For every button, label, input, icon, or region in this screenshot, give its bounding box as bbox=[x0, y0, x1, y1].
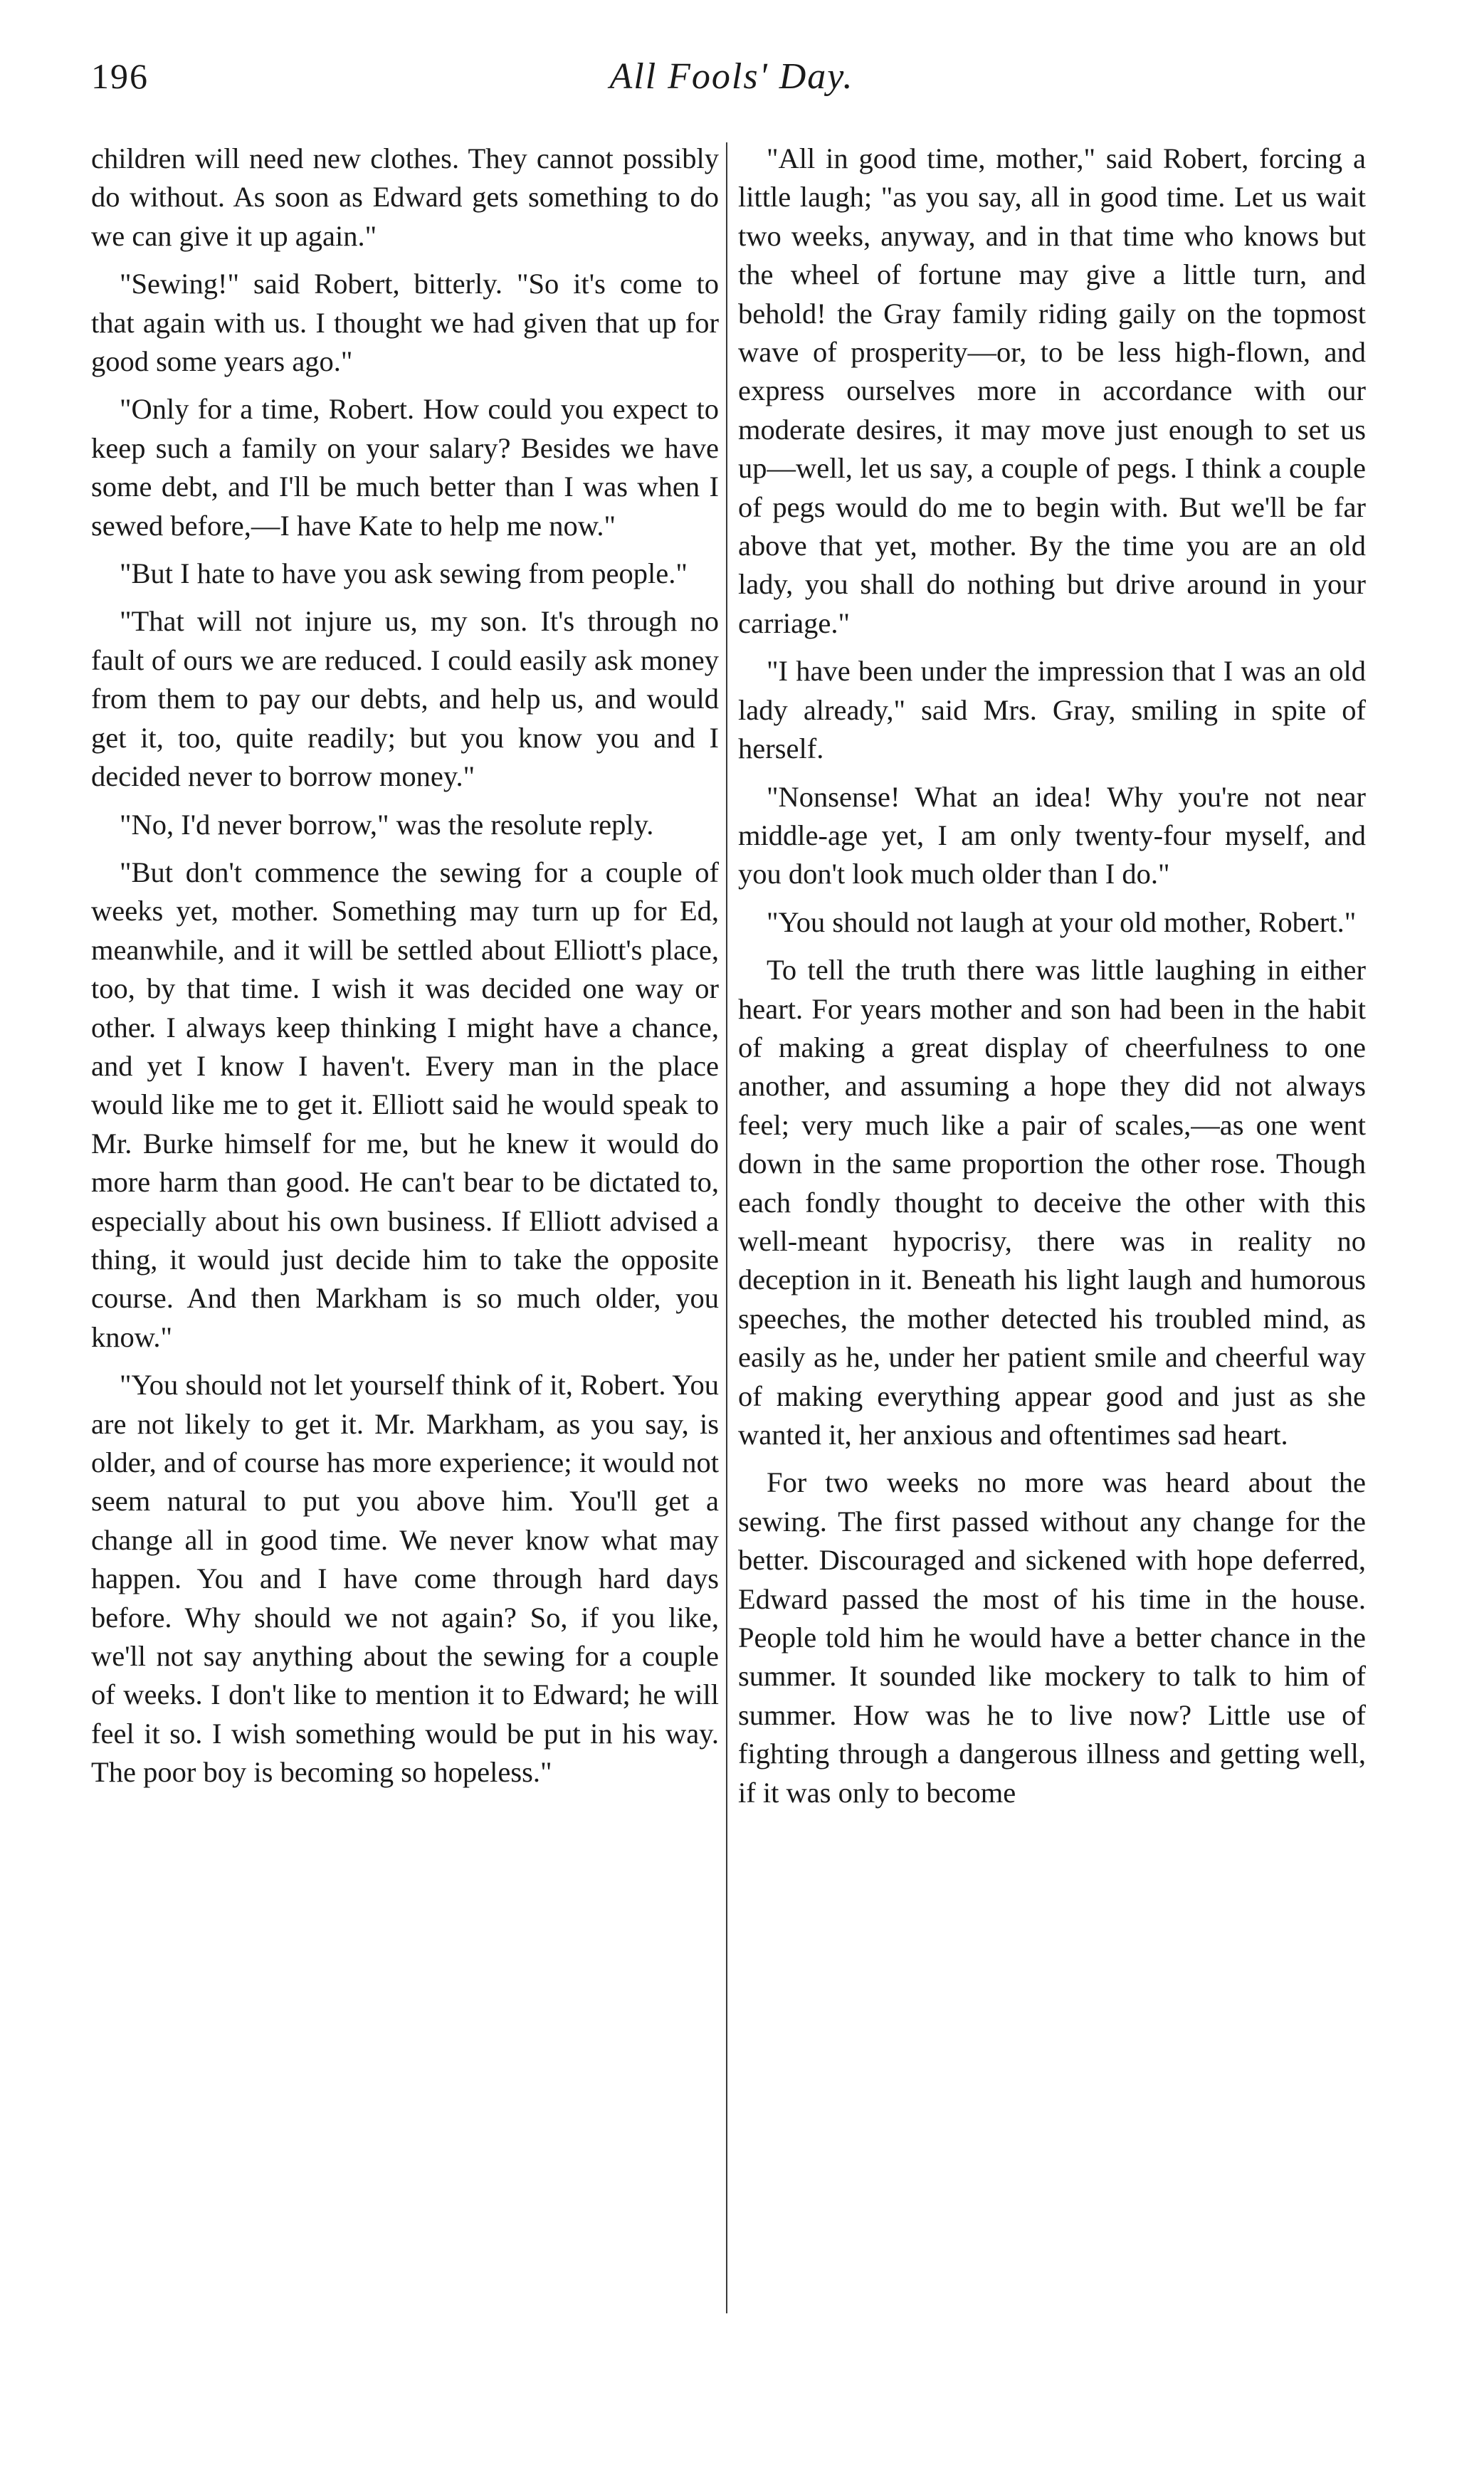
paragraph: For two weeks no more was heard about the sewing. The first passed without any change for the better. Discouraged and sickened with hope deferred, Edward passed the most of his time in the house. People told him he would have a better chance in the summer. It sounded like mockery to talk to him of summer. How was he to live now? Little use of fighting through a dangerous illness and getting well, if it was only to become bbox=[738, 1466, 1366, 1809]
paragraph: "All in good time, mother," said Robert, forcing a little laugh; "as you say, all in good time. Let us wait two weeks, anyway, and in that time who knows but the wheel of fortune may give a little turn, and behold! the Gray family riding gaily on the topmost wave of prosperity—or, to be less high-flown, and express ourselves more in accordance with our moderate desires, it may move just enough to set us up—well, let us say, a couple of pegs. I think a couple of pegs would do me to begin with. But we'll be far above that yet, mother. By the time you are an old lady, you shall do nothing but drive around in your carriage." bbox=[738, 142, 1366, 639]
paragraph: children will need new clothes. They cannot possibly do without. As soon as Edward gets something to do we can give it up again." bbox=[91, 142, 719, 252]
paragraph: "Sewing!" said Robert, bitterly. "So it's come to that again with us. I thought we had given that up for good some years ago." bbox=[91, 268, 719, 378]
left-column bbox=[91, 140, 719, 1802]
running-title: All Fools' Day. bbox=[609, 56, 854, 97]
column-divider bbox=[726, 142, 727, 2313]
paragraph: "Only for a time, Robert. How could you expect to keep such a family on your salary? Besides we have some debt, and I'll be much better than I was when I sewed before,—I have Kate to help me now." bbox=[91, 393, 719, 542]
paragraph: "That will not injure us, my son. It's through no fault of ours we are reduced. I could easily ask money from them to pay our debts, and help us, and would get it, too, quite readily; but you know you and I decided never to borrow money." bbox=[91, 605, 719, 793]
paragraph: To tell the truth there was little laughing in either heart. For years mother and son had been in the habit of making a great display of cheerfulness to one another, and assuming a hope they did not always feel; very much like a pair of scales,—as one went down in the same proportion the other rose. Though each fondly thought to deceive the other with this well-meant hypocrisy, there was in reality no deception in it. Beneath his light laugh and humorous speeches, the mother detected his troubled mind, as easily as he, under her patient smile and cheerful way of making everything appear good and just as she wanted it, her anxious and oftentimes sad heart. bbox=[738, 954, 1366, 1451]
paragraph: "No, I'd never borrow," was the resolute reply. bbox=[120, 808, 654, 841]
paragraph: "You should not laugh at your old mother, Robert." bbox=[767, 905, 1357, 938]
paragraph: "Nonsense! What an idea! Why you're not near middle-age yet, I am only twenty-four myself, and you don't look much older than I do." bbox=[738, 780, 1366, 890]
paragraph: "But I hate to have you ask sewing from people." bbox=[120, 557, 688, 590]
paragraph: "I have been under the impression that I was an old lady already," said Mrs. Gray, smiling in spite of herself. bbox=[738, 655, 1366, 765]
paragraph: "You should not let yourself think of it, Robert. You are not likely to get it. Mr. Markham, as you say, is older, and of course has more experience; it would not seem natural to put you above him. You'll get a change all in good time. We never know what may happen. You and I have come through hard days before. Why should we not again? So, if you like, we'll not say anything about the sewing for a couple of weeks. I don't like to mention it to Edward; he will feel it so. I wish something would be put in his way. The poor boy is becoming so hopeless." bbox=[91, 1369, 719, 1789]
page-header bbox=[91, 56, 1372, 112]
right-column bbox=[738, 140, 1366, 1821]
page-number: 196 bbox=[91, 56, 149, 96]
paragraph: "But don't commence the sewing for a couple of weeks yet, mother. Something may turn up for Ed, meanwhile, and it will be settled about Elliott's place, too, by that time. I wish it was decided one way or other. I always keep thinking I might have a chance, and yet I know I haven't. Every man in the place would like me to get it. Elliott said he would speak to Mr. Burke himself for me, but he knew it would do more harm than good. He can't bear to be dictated to, especially about his own business. If Elliott advised a thing, it would just decide him to take the opposite course. And then Markham is so much older, you know." bbox=[91, 856, 719, 1353]
